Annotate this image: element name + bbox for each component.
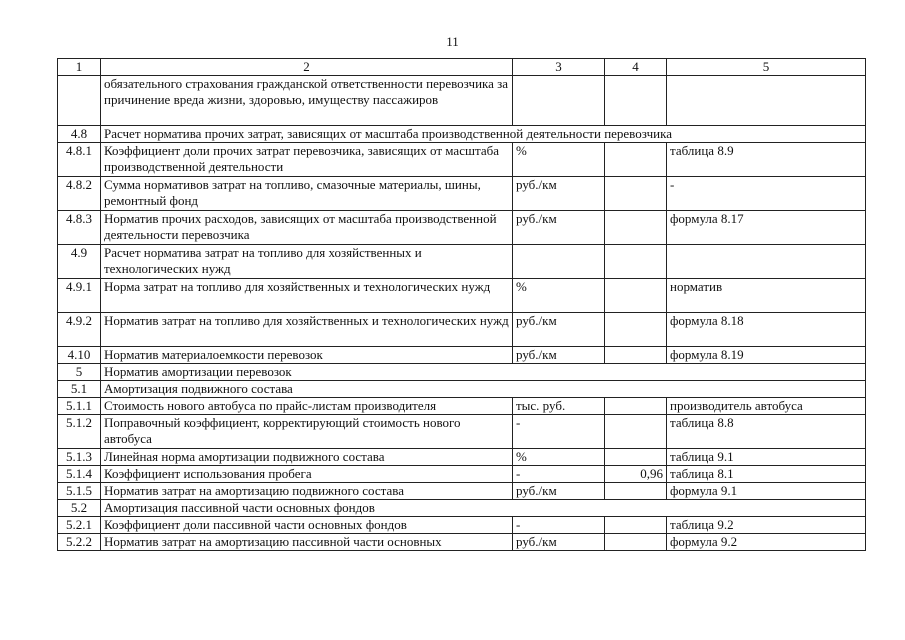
row-number: 5.1 xyxy=(58,381,101,398)
table-row xyxy=(58,381,866,398)
row-unit: руб./км xyxy=(513,534,605,551)
row-value xyxy=(605,143,667,177)
header-col-2: 2 xyxy=(101,59,513,76)
row-value xyxy=(605,211,667,245)
row-description: Стоимость нового автобуса по прайс-листам производителя xyxy=(101,398,513,415)
row-source: таблица 9.1 xyxy=(667,449,866,466)
header-col-3: 3 xyxy=(513,59,605,76)
row-unit xyxy=(513,245,605,279)
row-description: Линейная норма амортизации подвижного состава xyxy=(101,449,513,466)
row-unit: % xyxy=(513,279,605,313)
row-value xyxy=(605,279,667,313)
row-value xyxy=(605,483,667,500)
row-source: формула 9.1 xyxy=(667,483,866,500)
table-body xyxy=(58,59,866,551)
table-row xyxy=(58,466,866,483)
row-value xyxy=(605,517,667,534)
table-row xyxy=(58,398,866,415)
row-number: 5.1.4 xyxy=(58,466,101,483)
row-description: Норматив затрат на амортизацию пассивной части основных xyxy=(101,534,513,551)
table-row xyxy=(58,76,866,126)
table-row xyxy=(58,245,866,279)
header-col-5: 5 xyxy=(667,59,866,76)
table-row xyxy=(58,364,866,381)
row-value xyxy=(605,177,667,211)
row-number: 4.8.2 xyxy=(58,177,101,211)
table-row xyxy=(58,347,866,364)
row-source: формула 8.17 xyxy=(667,211,866,245)
table-row xyxy=(58,143,866,177)
table-row xyxy=(58,211,866,245)
header-col-4: 4 xyxy=(605,59,667,76)
row-number: 5.1.3 xyxy=(58,449,101,466)
row-source: таблица 8.1 xyxy=(667,466,866,483)
row-unit: % xyxy=(513,143,605,177)
row-description: Амортизация подвижного состава xyxy=(101,381,866,398)
row-number: 5.2 xyxy=(58,500,101,517)
row-number: 4.8 xyxy=(58,126,101,143)
row-source xyxy=(667,245,866,279)
row-number: 4.9.1 xyxy=(58,279,101,313)
row-number: 5.1.2 xyxy=(58,415,101,449)
row-unit: руб./км xyxy=(513,177,605,211)
table-row xyxy=(58,313,866,347)
row-unit: % xyxy=(513,449,605,466)
norms-table xyxy=(57,58,866,551)
row-number xyxy=(58,76,101,126)
row-description: Поправочный коэффициент, корректирующий стоимость нового автобуса xyxy=(101,415,513,449)
row-unit: руб./км xyxy=(513,347,605,364)
row-source: формула 9.2 xyxy=(667,534,866,551)
row-unit: - xyxy=(513,517,605,534)
row-description: Норматив материалоемкости перевозок xyxy=(101,347,513,364)
row-description: обязательного страхования гражданской ответственности перевозчика за причинение вреда жизни, здоровью, имуществу пассажиров xyxy=(101,76,513,126)
row-source: - xyxy=(667,177,866,211)
row-description: Коэффициент доли прочих затрат перевозчика, зависящих от масштаба производственной деятельности xyxy=(101,143,513,177)
row-value xyxy=(605,313,667,347)
row-number: 5.2.1 xyxy=(58,517,101,534)
row-source: таблица 8.8 xyxy=(667,415,866,449)
row-description: Норматив амортизации перевозок xyxy=(101,364,866,381)
row-value xyxy=(605,534,667,551)
table-row xyxy=(58,483,866,500)
row-unit: - xyxy=(513,466,605,483)
row-value: 0,96 xyxy=(605,466,667,483)
row-number: 5.1.1 xyxy=(58,398,101,415)
row-unit: руб./км xyxy=(513,211,605,245)
row-source: формула 8.19 xyxy=(667,347,866,364)
row-value xyxy=(605,76,667,126)
row-source xyxy=(667,76,866,126)
table-row xyxy=(58,126,866,143)
row-description: Амортизация пассивной части основных фондов xyxy=(101,500,866,517)
row-description: Сумма нормативов затрат на топливо, смазочные материалы, шины, ремонтный фонд xyxy=(101,177,513,211)
row-number: 4.9 xyxy=(58,245,101,279)
header-row xyxy=(58,59,866,76)
row-description: Норма затрат на топливо для хозяйственных и технологических нужд xyxy=(101,279,513,313)
row-value xyxy=(605,398,667,415)
row-source: производитель автобуса xyxy=(667,398,866,415)
row-unit: - xyxy=(513,415,605,449)
table-row xyxy=(58,449,866,466)
row-source: формула 8.18 xyxy=(667,313,866,347)
table-row xyxy=(58,177,866,211)
row-description: Норматив прочих расходов, зависящих от масштаба производственной деятельности перевозчика xyxy=(101,211,513,245)
table-row xyxy=(58,415,866,449)
row-number: 4.9.2 xyxy=(58,313,101,347)
row-value xyxy=(605,449,667,466)
row-unit: тыс. руб. xyxy=(513,398,605,415)
row-source: таблица 8.9 xyxy=(667,143,866,177)
row-description: Норматив затрат на топливо для хозяйственных и технологических нужд xyxy=(101,313,513,347)
row-number: 4.10 xyxy=(58,347,101,364)
row-description: Расчет норматива прочих затрат, зависящих от масштаба производственной деятельности перевозчика xyxy=(101,126,866,143)
row-number: 4.8.3 xyxy=(58,211,101,245)
header-col-1: 1 xyxy=(58,59,101,76)
row-description: Расчет норматива затрат на топливо для хозяйственных и технологических нужд xyxy=(101,245,513,279)
row-description: Норматив затрат на амортизацию подвижного состава xyxy=(101,483,513,500)
row-description: Коэффициент использования пробега xyxy=(101,466,513,483)
row-unit: руб./км xyxy=(513,313,605,347)
table-row xyxy=(58,534,866,551)
row-number: 5.1.5 xyxy=(58,483,101,500)
row-value xyxy=(605,415,667,449)
page-number: 11 xyxy=(446,34,459,49)
table-row xyxy=(58,279,866,313)
row-unit: руб./км xyxy=(513,483,605,500)
row-value xyxy=(605,347,667,364)
row-unit xyxy=(513,76,605,126)
row-source: норматив xyxy=(667,279,866,313)
table-row xyxy=(58,500,866,517)
row-number: 4.8.1 xyxy=(58,143,101,177)
row-value xyxy=(605,245,667,279)
row-number: 5.2.2 xyxy=(58,534,101,551)
row-description: Коэффициент доли пассивной части основных фондов xyxy=(101,517,513,534)
row-source: таблица 9.2 xyxy=(667,517,866,534)
row-number: 5 xyxy=(58,364,101,381)
table-row xyxy=(58,517,866,534)
